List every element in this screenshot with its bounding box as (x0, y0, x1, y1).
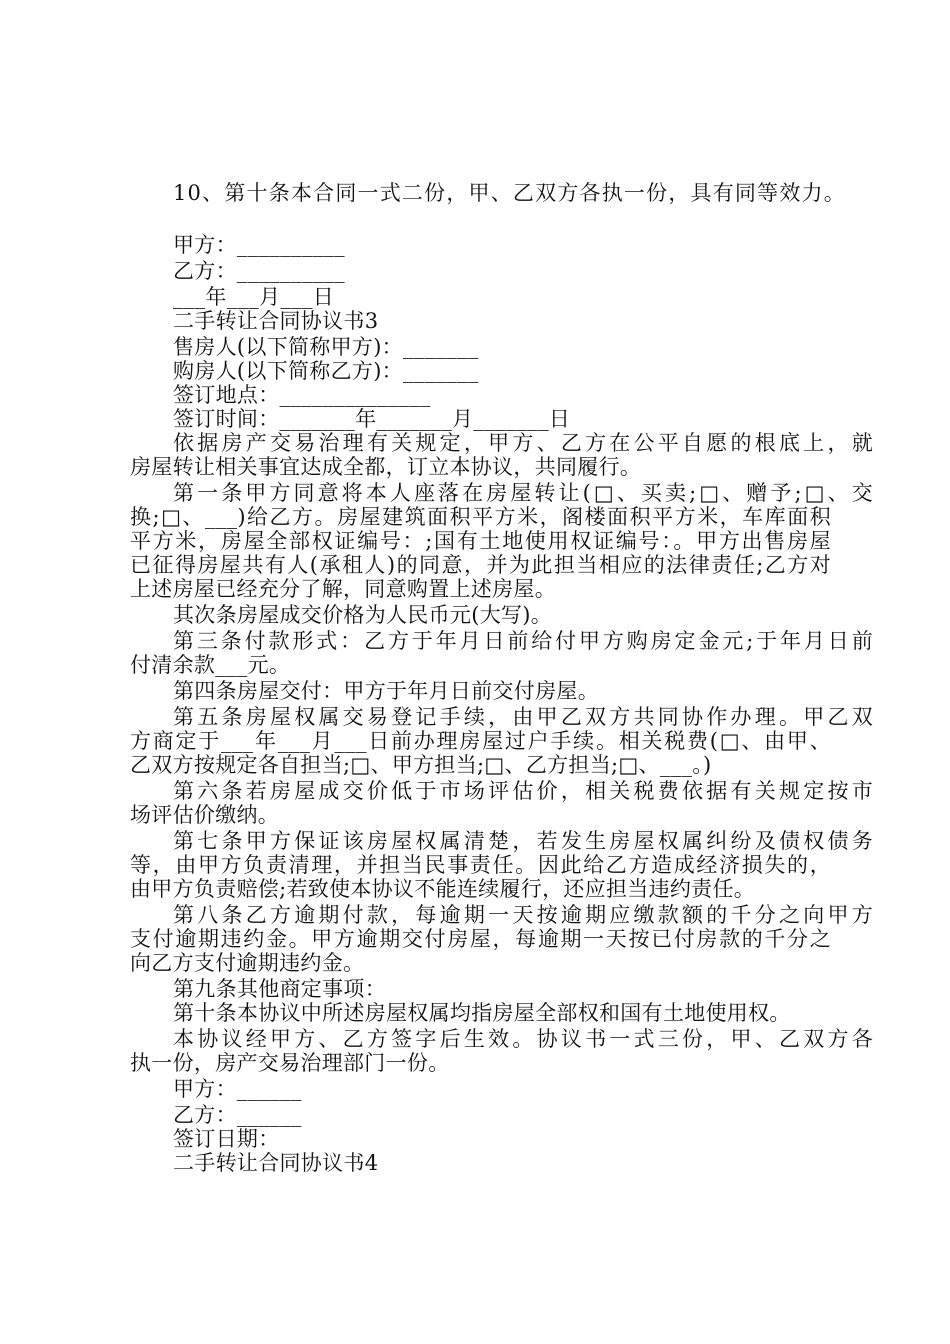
article-five-line: 乙双方按规定各自担当;□、甲方担当;□、乙方担当;□、___。) (130, 753, 712, 777)
clause-ten-line: 10、第十条本合同一式二份，甲、乙双方各执一份，具有同等效力。 (173, 181, 846, 205)
article-seven-line: 由甲方负责赔偿;若致使本协议不能连续履行，还应担当违约责任。 (130, 877, 756, 901)
article-ten-line: 第十条本协议中所述房屋权属均指房屋全部权和国有土地使用权。 (173, 1001, 791, 1025)
article-six-line: 第六条若房屋成交价低于市场评估价，相关税费依据有关规定按市 (173, 779, 873, 803)
date-line: ___年___月___日 (173, 285, 335, 309)
article-one-line: 平方米，房屋全部权证编号：;国有土地使用权证编号：。甲方出售房屋 (130, 529, 831, 553)
article-three-line: 第三条付款形式：乙方于年月日前给付甲方购房定金元;于年月日前 (173, 629, 873, 653)
article-one-line: 第一条甲方同意将本人座落在房屋转让(□、买卖;□、赠予;□、交 (173, 481, 873, 505)
effect-clause-line: 执一份，房产交易治理部门一份。 (130, 1051, 450, 1075)
signing-place-line: 签订地点：______________ (173, 383, 431, 407)
signing-time-line: 签订时间：_______年_______月_______日 (173, 407, 571, 431)
preamble-line: 房屋转让相关事宜达成全都，订立本协议，共同履行。 (130, 455, 642, 479)
article-seven-line: 第七条甲方保证该房屋权属清楚，若发生房屋权属纠纷及债权债务 (173, 829, 873, 853)
article-six-line: 场评估价缴纳。 (130, 803, 280, 827)
buyer-line: 购房人(以下简称乙方)：_______ (173, 359, 479, 383)
article-one-line: 上述房屋已经充分了解，同意购置上述房屋。 (130, 577, 556, 601)
article-eight-line: 向乙方支付逾期违约金。 (130, 951, 365, 975)
party-b-signature-line: 乙方：______ (173, 1103, 302, 1127)
section-title: 二手转让合同协议书4 (173, 1151, 379, 1175)
preamble-line: 依据房产交易治理有关规定，甲方、乙方在公平自愿的根底上，就 (173, 431, 873, 455)
signing-date-line: 签订日期： (173, 1127, 280, 1151)
article-seven-line: 等，由甲方负责清理，并担当民事责任。因此给乙方造成经济损失的， (130, 853, 831, 877)
party-a-signature-line: 甲方：______ (173, 1077, 302, 1101)
party-a-signature-line: 甲方：__________ (173, 233, 345, 257)
article-one-line: 已征得房屋共有人(承租人)的同意，并为此担当相应的法律责任;乙方对 (130, 553, 831, 577)
effect-clause-line: 本协议经甲方、乙方签字后生效。协议书一式三份，甲、乙双方各 (173, 1027, 873, 1051)
article-eight-line: 支付逾期违约金。甲方逾期交付房屋，每逾期一天按已付房款的千分之 (130, 927, 831, 951)
article-five-line: 第五条房屋权属交易登记手续，由甲乙双方共同协作办理。甲乙双 (173, 705, 873, 729)
article-three-line: 付清余款___元。 (130, 653, 291, 677)
article-nine-line: 第九条其他商定事项： (173, 977, 386, 1001)
article-five-line: 方商定于___年___月___日前办理房屋过户手续。相关税费(□、由甲、 (130, 729, 831, 753)
article-four-line: 第四条房屋交付：甲方于年月日前交付房屋。 (173, 679, 599, 703)
party-b-signature-line: 乙方：__________ (173, 259, 345, 283)
article-two-line: 其次条房屋成交价格为人民币元(大写)。 (173, 603, 553, 627)
article-one-line: 换;□、___)给乙方。房屋建筑面积平方米，阁楼面积平方米，车库面积 (130, 505, 831, 529)
article-eight-line: 第八条乙方逾期付款，每逾期一天按逾期应缴款额的千分之向甲方 (173, 903, 873, 927)
seller-line: 售房人(以下简称甲方)：_______ (173, 335, 479, 359)
section-title: 二手转让合同协议书3 (173, 309, 379, 333)
